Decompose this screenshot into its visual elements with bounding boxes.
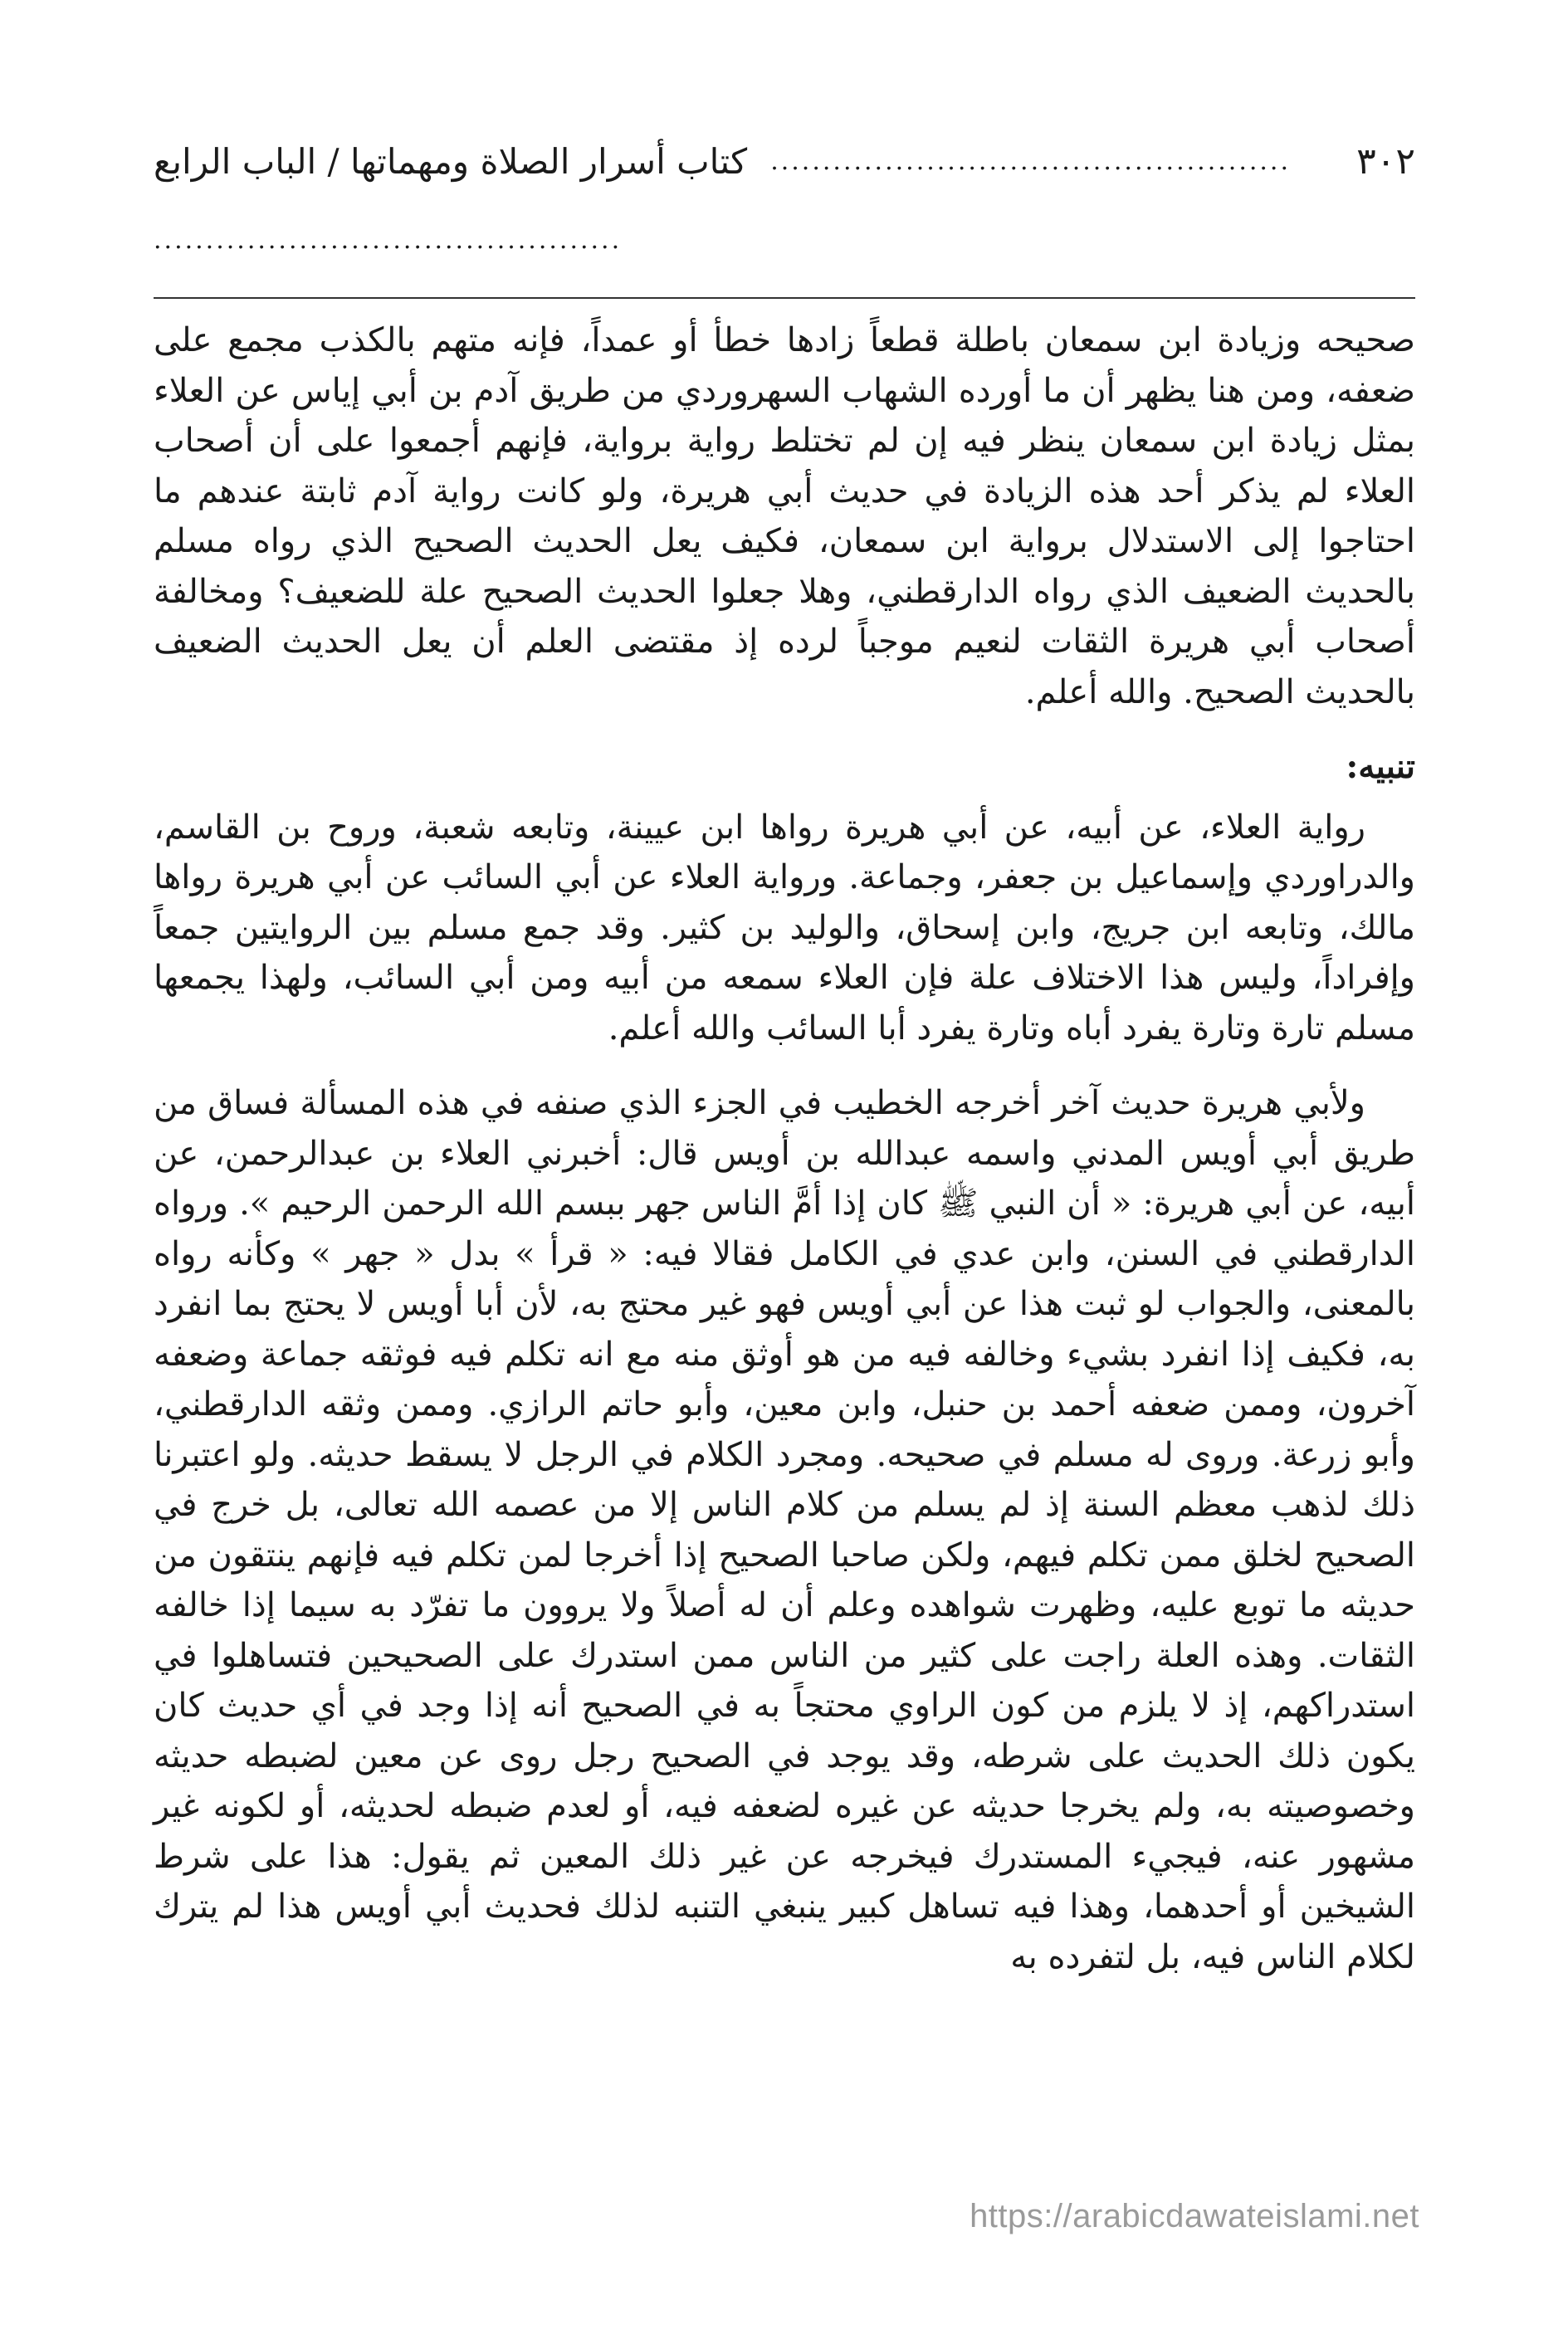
header-dotted-leader: .................................................. bbox=[770, 147, 1291, 176]
page-header bbox=[154, 133, 1415, 191]
watermark-url: https://arabicdawateislami.net bbox=[970, 2198, 1419, 2234]
paragraph: صحيحه وزيادة ابن سمعان باطلة قطعاً زادها خطأ أو عمداً، فإنه متهم بالكذب مجمع على ضعفه، ومن هنا يظهر أن ما أورده الشهاب السهروردي من طريق آدم بن أبي إياس عن العلاء بمثل زيادة ابن سمعان ينظر فيه إن لم تختلط رواية برواية، فإنهم أجمعوا على أن أصحاب العلاء لم يذكر أحد هذه الزيادة في حديث أبي هريرة، ولو كانت رواية آدم ثابتة عندهم ما احتاجوا إلى الاستدلال برواية ابن سمعان، فكيف يعل الحديث الصحيح الذي رواه مسلم بالحديث الضعيف الذي رواه الدارقطني، وهلا جعلوا الحديث الصحيح علة للضعيف؟ ومخالفة أصحاب أبي هريرة الثقات لنعيم موجباً لرده إذ مقتضى العلم أن يعل الحديث الضعيف بالحديث الصحيح. والله أعلم. bbox=[154, 321, 1415, 711]
header-divider bbox=[154, 297, 1415, 299]
running-title: كتاب أسرار الصلاة ومهماتها / الباب الرابع bbox=[154, 141, 748, 182]
paragraph: رواية العلاء، عن أبيه، عن أبي هريرة رواها ابن عيينة، وتابعه شعبة، وروح بن القاسم، والدراوردي وإسماعيل بن جعفر، وجماعة. ورواية العلاء عن أبي السائب عن أبي هريرة رواها مالك، وتابعه ابن جريج، وابن إسحاق، والوليد بن كثير. وقد جمع مسلم بين الروايتين جمعاً وإفراداً، وليس هذا الاختلاف علة فإن العلاء سمعه من أبيه ومن أبي السائب، ولهذا يجمعها مسلم تارة وتارة يفرد أباه وتارة يفرد أبا السائب والله أعلم. bbox=[154, 808, 1415, 1047]
footnote-dotted-leader: ............................................. bbox=[154, 226, 623, 255]
page-number: ٣٠٢ bbox=[1356, 140, 1415, 183]
paragraph: ولأبي هريرة حديث آخر أخرجه الخطيب في الجزء الذي صنفه في هذه المسألة فساق من طريق أبي أويس المدني واسمه عبدالله بن أويس قال: أخبرني العلاء بن عبدالرحمن، عن أبيه، عن أبي هريرة: « أن النبي ﷺ كان إذا أمَّ الناس جهر ببسم الله الرحمن الرحيم ». ورواه الدارقطني في السنن، وابن عدي في الكامل فقالا فيه: « قرأ » بدل « جهر » وكأنه رواه بالمعنى، والجواب لو ثبت هذا عن أبي أويس فهو غير محتج به، لأن أبا أويس لا يحتج بما انفرد به، فكيف إذا انفرد بشيء وخالفه فيه من هو أوثق منه مع انه تكلم فيه فوثقه جماعة وضعفه آخرون، وممن ضعفه أحمد بن حنبل، وابن معين، وأبو حاتم الرازي. وممن وثقه الدارقطني، وأبو زرعة. وروى له مسلم في صحيحه. ومجرد الكلام في الرجل لا يسقط حديثه. ولو اعتبرنا ذلك لذهب معظم السنة إذ لم يسلم من كلام الناس إلا من عصمه الله تعالى، بل خرج في الصحيح لخلق ممن تكلم فيهم، ولكن صاحبا الصحيح إذا أخرجا لمن تكلم فيه فإنهم ينتقون من حديثه ما توبع عليه، وظهرت شواهده وعلم أن له أصلاً ولا يروون ما تفرّد به سيما إذا خالفه الثقات. وهذه العلة راجت على كثير من الناس ممن استدرك على الصحيحين فتساهلوا في استدراكهم، إذ لا يلزم من كون الراوي محتجاً به في الصحيح أنه إذا وجد في أي حديث كان يكون ذلك الحديث على شرطه، وقد يوجد في الصحيح رجل روى عن معين لضبطه حديثه وخصوصيته به، ولم يخرجا حديثه عن غيره لضعفه فيه، أو لعدم ضبطه لحديثه، أو لكونه غير مشهور عنه، فيجيء المستدرك فيخرجه عن غير ذلك المعين ثم يقول: هذا على شرط الشيخين أو أحدهما، وهذا فيه تساهل كبير ينبغي التنبه لذلك فحديث أبي أويس هذا لم يترك لكلام الناس فيه، بل لتفرده به bbox=[154, 1084, 1415, 1976]
section-heading: تنبيه: bbox=[1346, 747, 1415, 786]
main-text bbox=[154, 315, 1415, 1982]
